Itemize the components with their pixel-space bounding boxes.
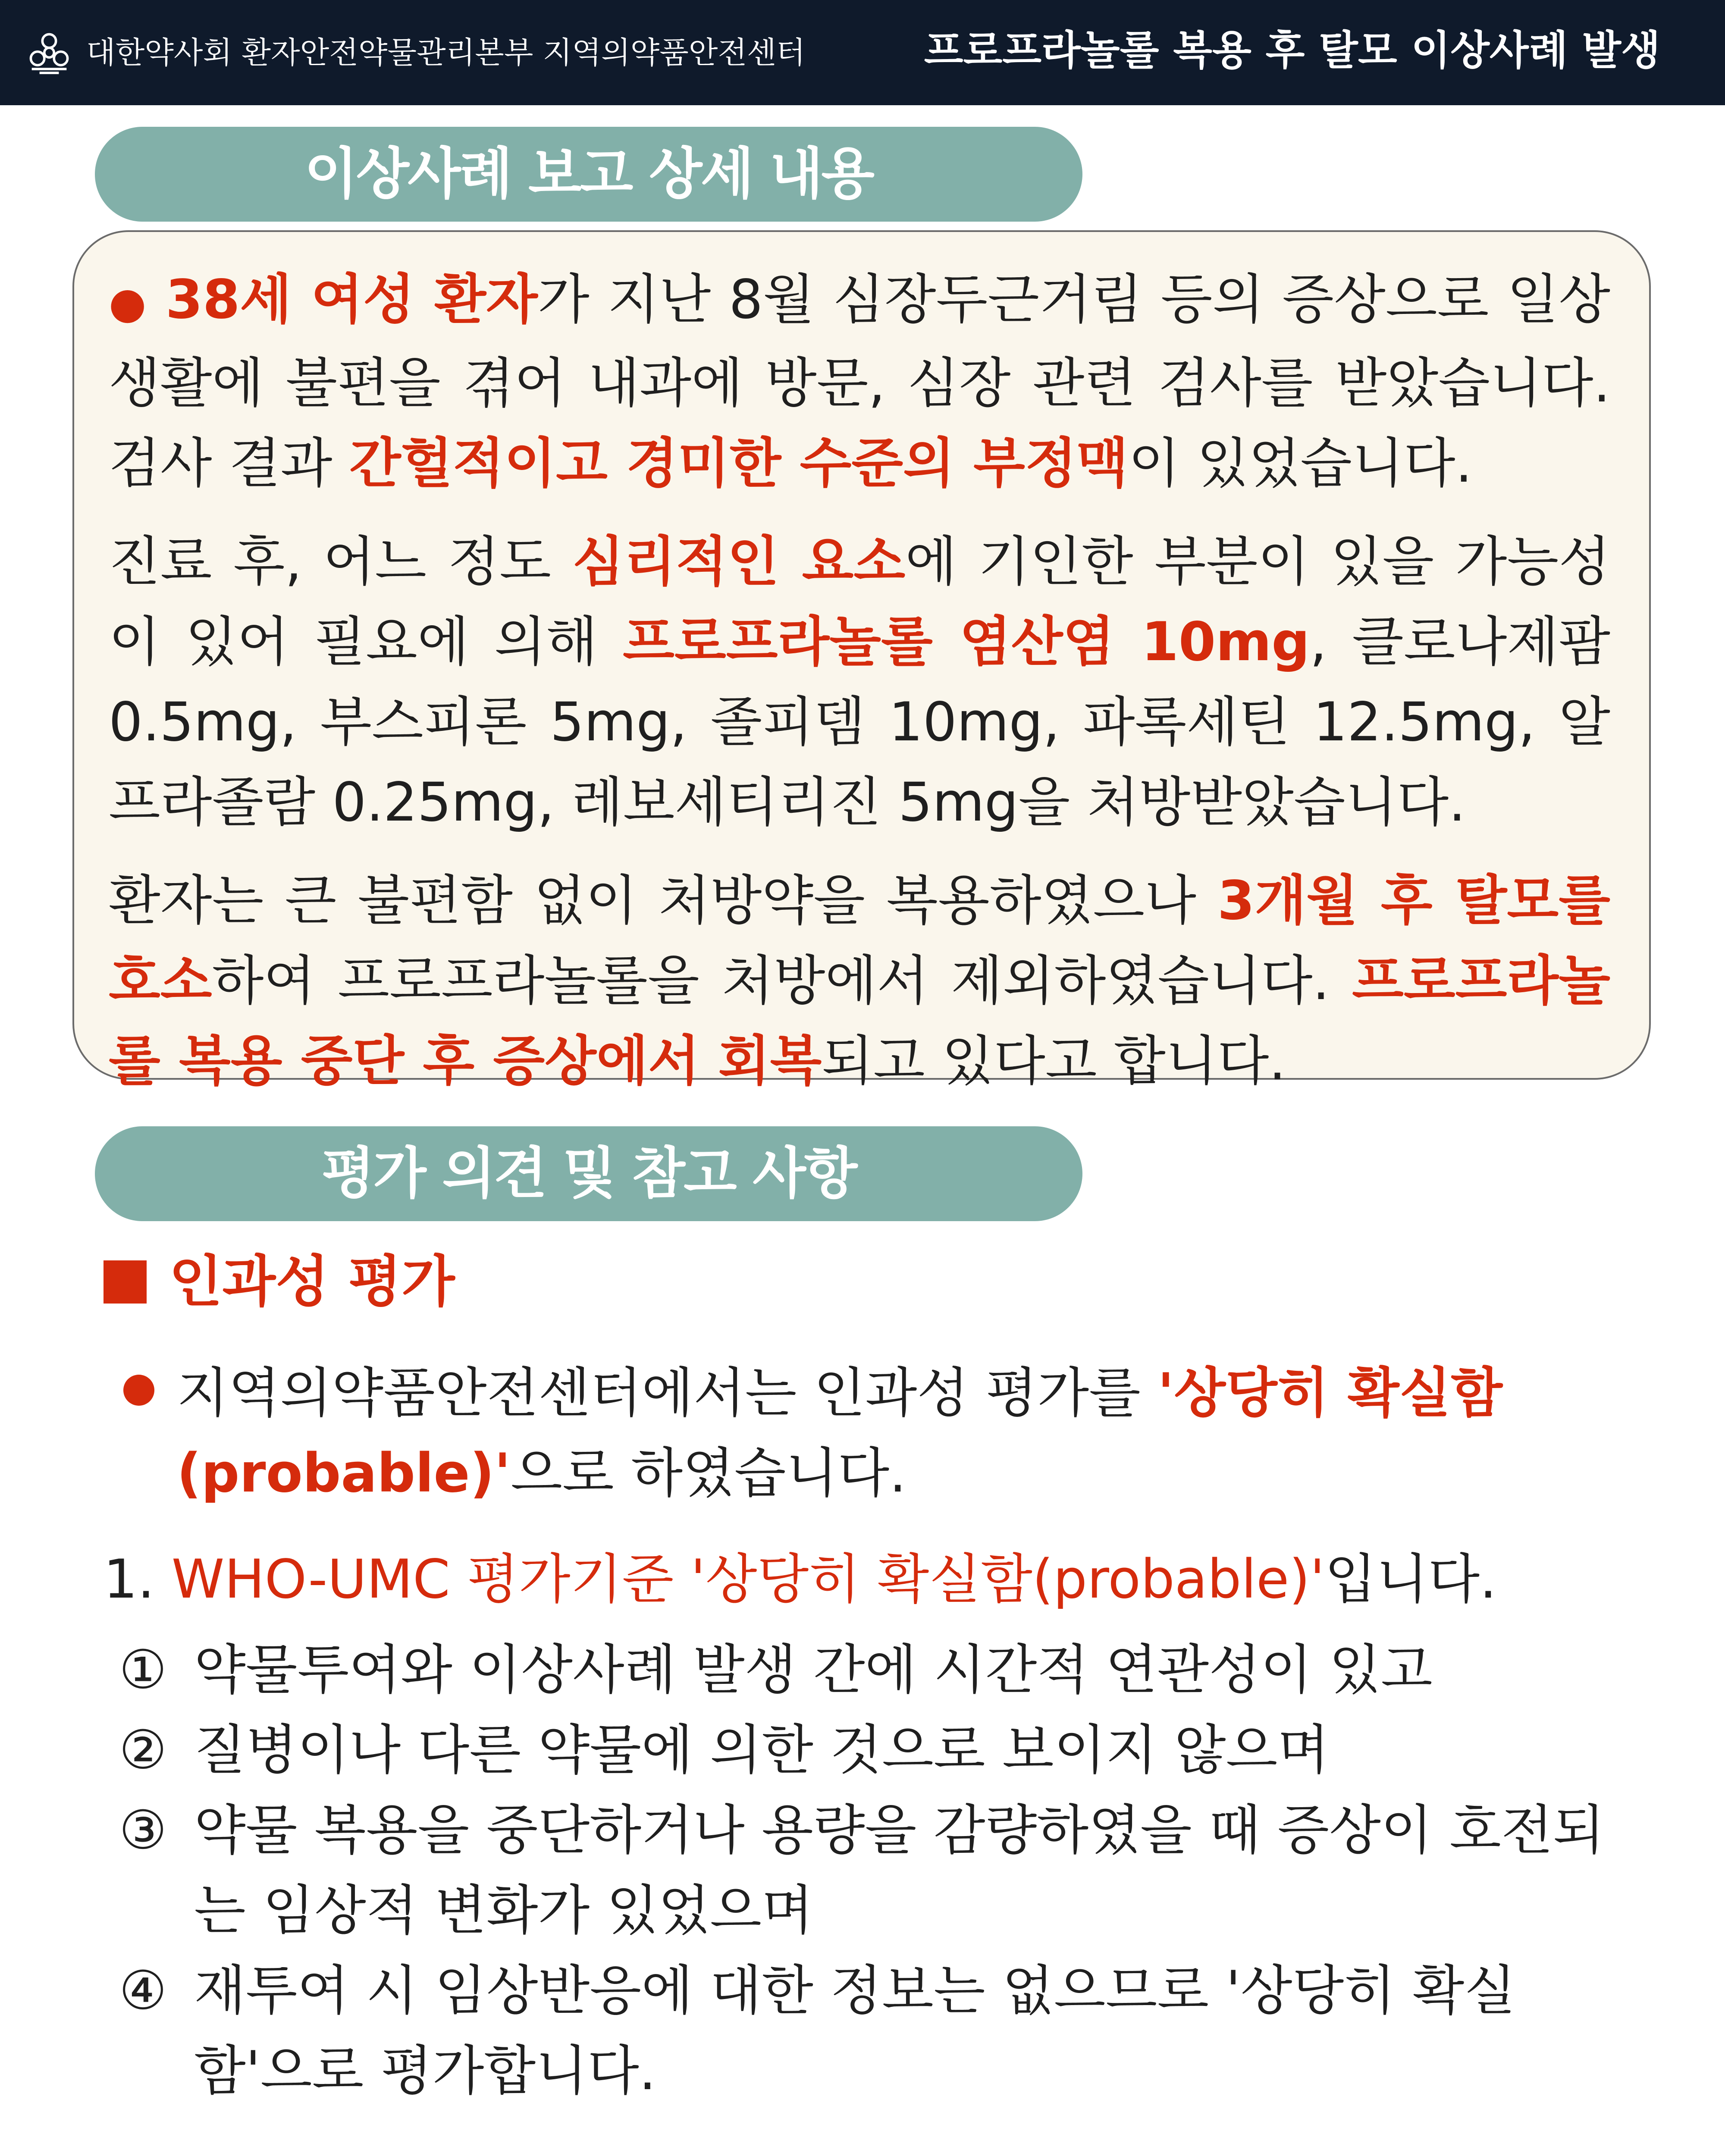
criteria-number: ③ xyxy=(119,1799,167,1861)
bullet-icon xyxy=(123,1375,154,1406)
header-bar xyxy=(0,0,1725,105)
causality-heading xyxy=(104,1242,1639,1322)
highlight-patient: 38세 여성 환자 xyxy=(165,269,538,331)
document-title: 프로프라놀롤 복용 후 탈모 이상사례 발생 xyxy=(924,27,1660,74)
report-paragraph-2 xyxy=(109,522,1610,843)
report-text: 하여 프로프라놀롤을 처방에서 제외하였습니다. xyxy=(212,950,1352,1012)
highlight-probable: '상당히 확실함(probable)' xyxy=(177,1362,1503,1504)
criteria-text: 재투여 시 임상반응에 대한 정보는 없으므로 '상당히 확실함'으로 평가합니다. xyxy=(194,1960,1516,2102)
causality-heading-text: 인과성 평가 xyxy=(169,1250,455,1314)
criteria-heading xyxy=(104,1539,1639,1620)
highlight-psychological: 심리적인 요소 xyxy=(572,531,906,593)
square-bullet-icon xyxy=(104,1260,147,1304)
report-text: 이 있었습니다. xyxy=(1128,432,1473,495)
causality-statement xyxy=(104,1353,1639,1514)
bullet-icon: ● xyxy=(109,278,147,328)
criteria-number: ④ xyxy=(119,1960,167,2022)
report-paragraph-1 xyxy=(109,260,1610,504)
report-text: 에 기인한 부분이 있을 가능성이 있어 필요에 의해 xyxy=(109,531,1611,673)
highlight-hair-loss: 3개월 후 탈모를 호소 xyxy=(109,870,1610,1012)
highlight-recovery: 프로프라놀롤 복용 중단 후 증상에서 회복 xyxy=(109,950,1610,1092)
statement-text: 으로 하였습니다. xyxy=(511,1442,906,1504)
report-text: 되고 있다고 합니다. xyxy=(822,1030,1286,1092)
criteria-list xyxy=(104,1630,1639,2111)
pharmacy-association-logo-icon xyxy=(25,28,73,77)
organization-name: 대한약사회 환자안전약물관리본부 지역의약품안전센터 xyxy=(86,35,806,70)
report-section-title: 이상사례 보고 상세 내용 xyxy=(95,127,1082,222)
highlight-who-umc: WHO-UMC 평가기준 '상당히 확실함(probable)' xyxy=(171,1548,1325,1611)
statement-text: 지역의약품안전센터에서는 인과성 평가를 xyxy=(177,1362,1158,1424)
criteria-number: ① xyxy=(119,1639,167,1701)
criteria-item xyxy=(104,1790,1639,1951)
criteria-heading-number: 1. xyxy=(104,1548,172,1611)
report-text: 가 지난 8월 심장두근거림 등의 증상으로 일상생활에 불편을 겪어 내과에 방문, 심장 관련 검사를 받았습니다. 검사 결과 xyxy=(109,269,1610,495)
criteria-text: 질병이나 다른 약물에 의한 것으로 보이지 않으며 xyxy=(194,1719,1330,1781)
highlight-propranolol: 프로프라놀롤 염산염 10mg xyxy=(623,611,1310,673)
evaluation-content xyxy=(104,1242,1639,2111)
report-paragraph-3 xyxy=(109,861,1610,1101)
evaluation-section-title: 평가 의견 및 참고 사항 xyxy=(95,1126,1082,1221)
highlight-arrhythmia: 간헐적이고 경미한 수준의 부정맥 xyxy=(349,432,1129,495)
criteria-item xyxy=(104,1710,1639,1790)
report-text: 환자는 큰 불편함 없이 처방약을 복용하였으나 xyxy=(109,870,1218,932)
report-details-box xyxy=(72,230,1651,1092)
criteria-number: ② xyxy=(119,1719,167,1781)
criteria-text: 약물 복용을 중단하거나 용량을 감량하였을 때 증상이 호전되는 임상적 변화가 있었으며 xyxy=(194,1799,1605,1942)
criteria-text: 약물투여와 이상사례 발생 간에 시간적 연관성이 있고 xyxy=(194,1639,1433,1701)
criteria-item xyxy=(104,1630,1639,1710)
criteria-heading-text: 입니다. xyxy=(1324,1548,1497,1611)
criteria-item xyxy=(104,1951,1639,2111)
report-text: 진료 후, 어느 정도 xyxy=(109,531,573,593)
report-text: , 클로나제팜 0.5mg, 부스피론 5mg, 졸피뎀 10mg, 파록세틴 12.5mg, 알프라졸람 0.25mg, 레보세티리진 5mg을 처방받았습니다. xyxy=(109,611,1610,834)
